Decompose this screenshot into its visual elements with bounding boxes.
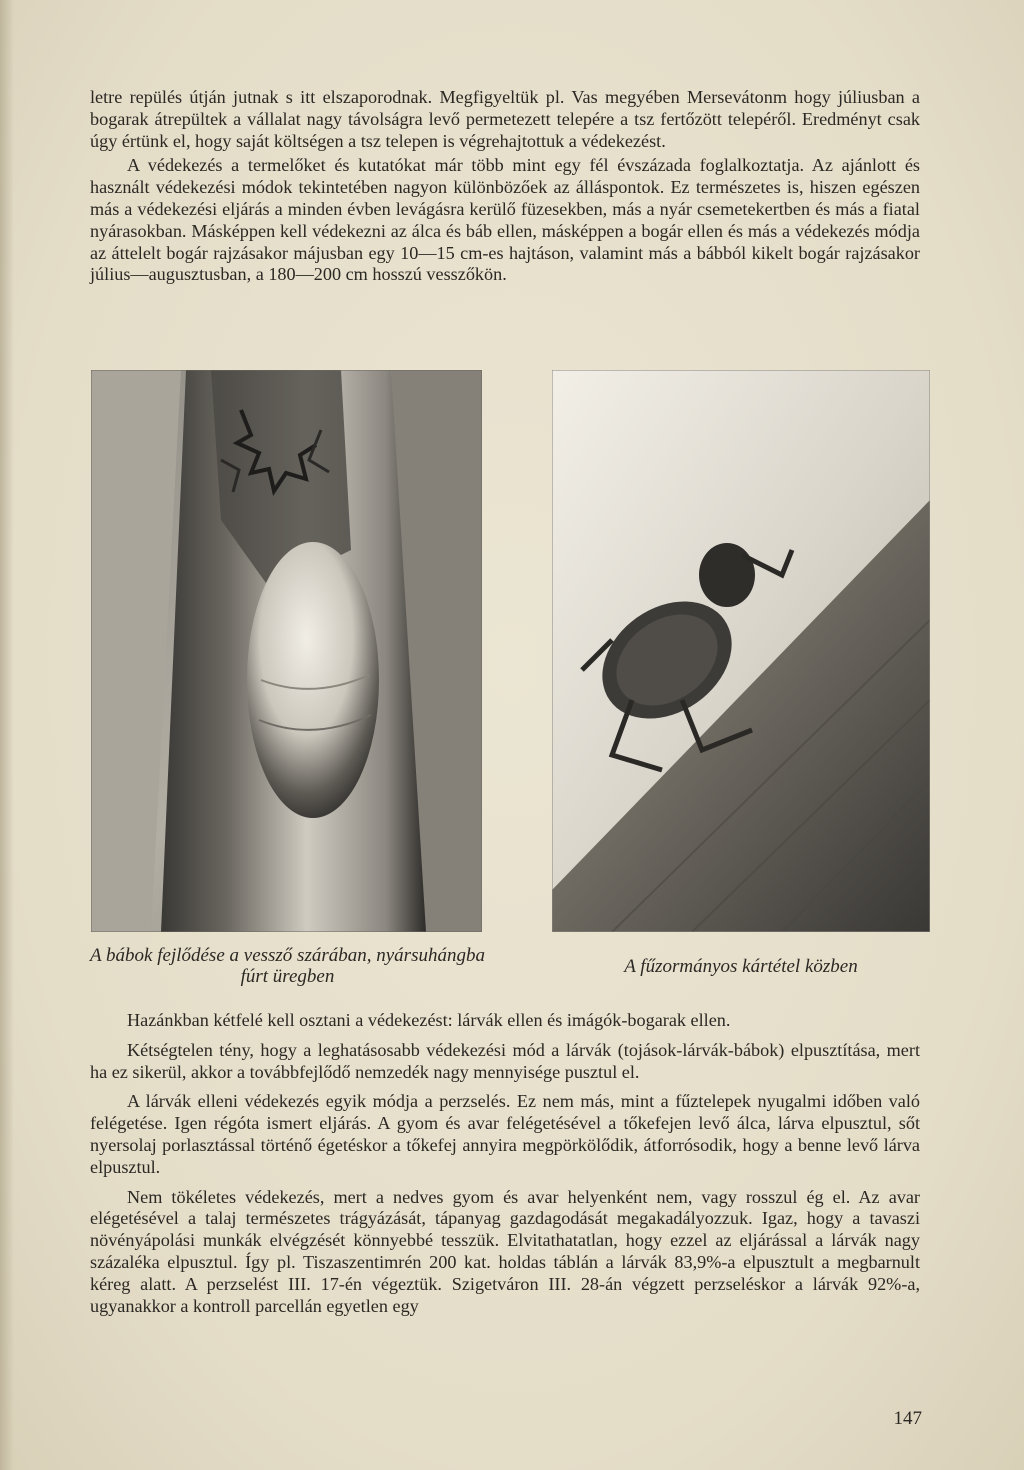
page-spine-shadow [0,0,14,1470]
weevil-photo [552,370,930,932]
bottom-text-block [90,1010,920,1317]
right-photo-caption: A fűzormányos kártétel közben [624,956,858,977]
top-text-block [90,87,920,286]
paragraph: A lárvák elleni védekezés egyik módja a perzselés. Ez nem más, mint a fűztelepek nyugalmi időben való felégetése. Igen régóta ismert eljárás. A gyom és avar felégetésével a tőkefejen levő álca, lárva elpusztul, sőt nyersolaj porlasztással történő égetéskor a tőkefej annyira megpörkölődik, átforrósodik, hogy a benne levő lárva elpusztul. [90,1091,920,1177]
paragraph: A védekezés a termelőket és kutatókat már több mint egy fél évszázada foglalkoztatja. Az ajánlott és használt védekezési módok tekintetében nagyon különbözőek az álláspontok. Ez természetes is, hiszen egészen más a védekezési eljárás a minden évben levágásra kerülő füzesekben, más a nyár csemetekertben és más a fiatal nyárasokban. Másképpen kell védekezni az álca és báb ellen, másképpen a bogár ellen és más a védekezés módja az áttelelt bogár rajzásakor májusban egy 10—15 cm-es hajtáson, valamint más a bábból kikelt bogár rajzásakor július—augusztusban, a 180—200 cm hosszú vesszőkön. [90,155,920,285]
paragraph-continued: letre repülés útján jutnak s itt elszaporodnak. Megfigyeltük pl. Vas megyében Mersevátonm hogy júliusban a bogarak átrepültek a vállalat nagy távolságra levő permetezett telepére a tsz fertőzött telepéről. Eredményt csak úgy értünk el, hogy saját költségen a tsz telepen is végrehajtottuk a védekezést. [90,87,920,151]
paragraph: Nem tökéletes védekezés, mert a nedves gyom és avar helyenként nem, vagy rosszul ég el. Az avar elégetésével a talaj természetes trágyázását, tápanyag gazdagodását megakadályozzuk. Igaz, hogy a tavaszi növényápolási munkák elvégzését könnyebbé tesszük. Elvitathatatlan, hogy ezzel az eljárással a lárvák nagy százaléka elpusztul. Így pl. Tiszaszentimrén 200 kat. holdas táblán a lárvák 83,9%-a elpusztult a megbarnult kéreg alatt. A perzselést III. 17-én végeztük. Szigetváron III. 28-án végzett perzseléskor a lárvák 92%-a, ugyanakkor a kontroll parcellán egyetlen egy [90,1186,920,1316]
paragraph: Kétségtelen tény, hogy a leghatásosabb védekezési mód a lárvák (tojások-lárvák-bábok) elpusztítása, mert ha ez sikerül, akkor a továbbfejlődő nemzedék nagy mennyisége pusztul el. [90,1039,920,1082]
page-number: 147 [893,1408,922,1429]
pupa-photo [91,370,482,932]
left-photo-caption: A bábok fejlődése a vessző szárában, nyársuhángba fúrt üregben [90,945,485,987]
paragraph: Hazánkban kétfelé kell osztani a védekezést: lárvák ellen és imágók-bogarak ellen. [127,1010,731,1030]
